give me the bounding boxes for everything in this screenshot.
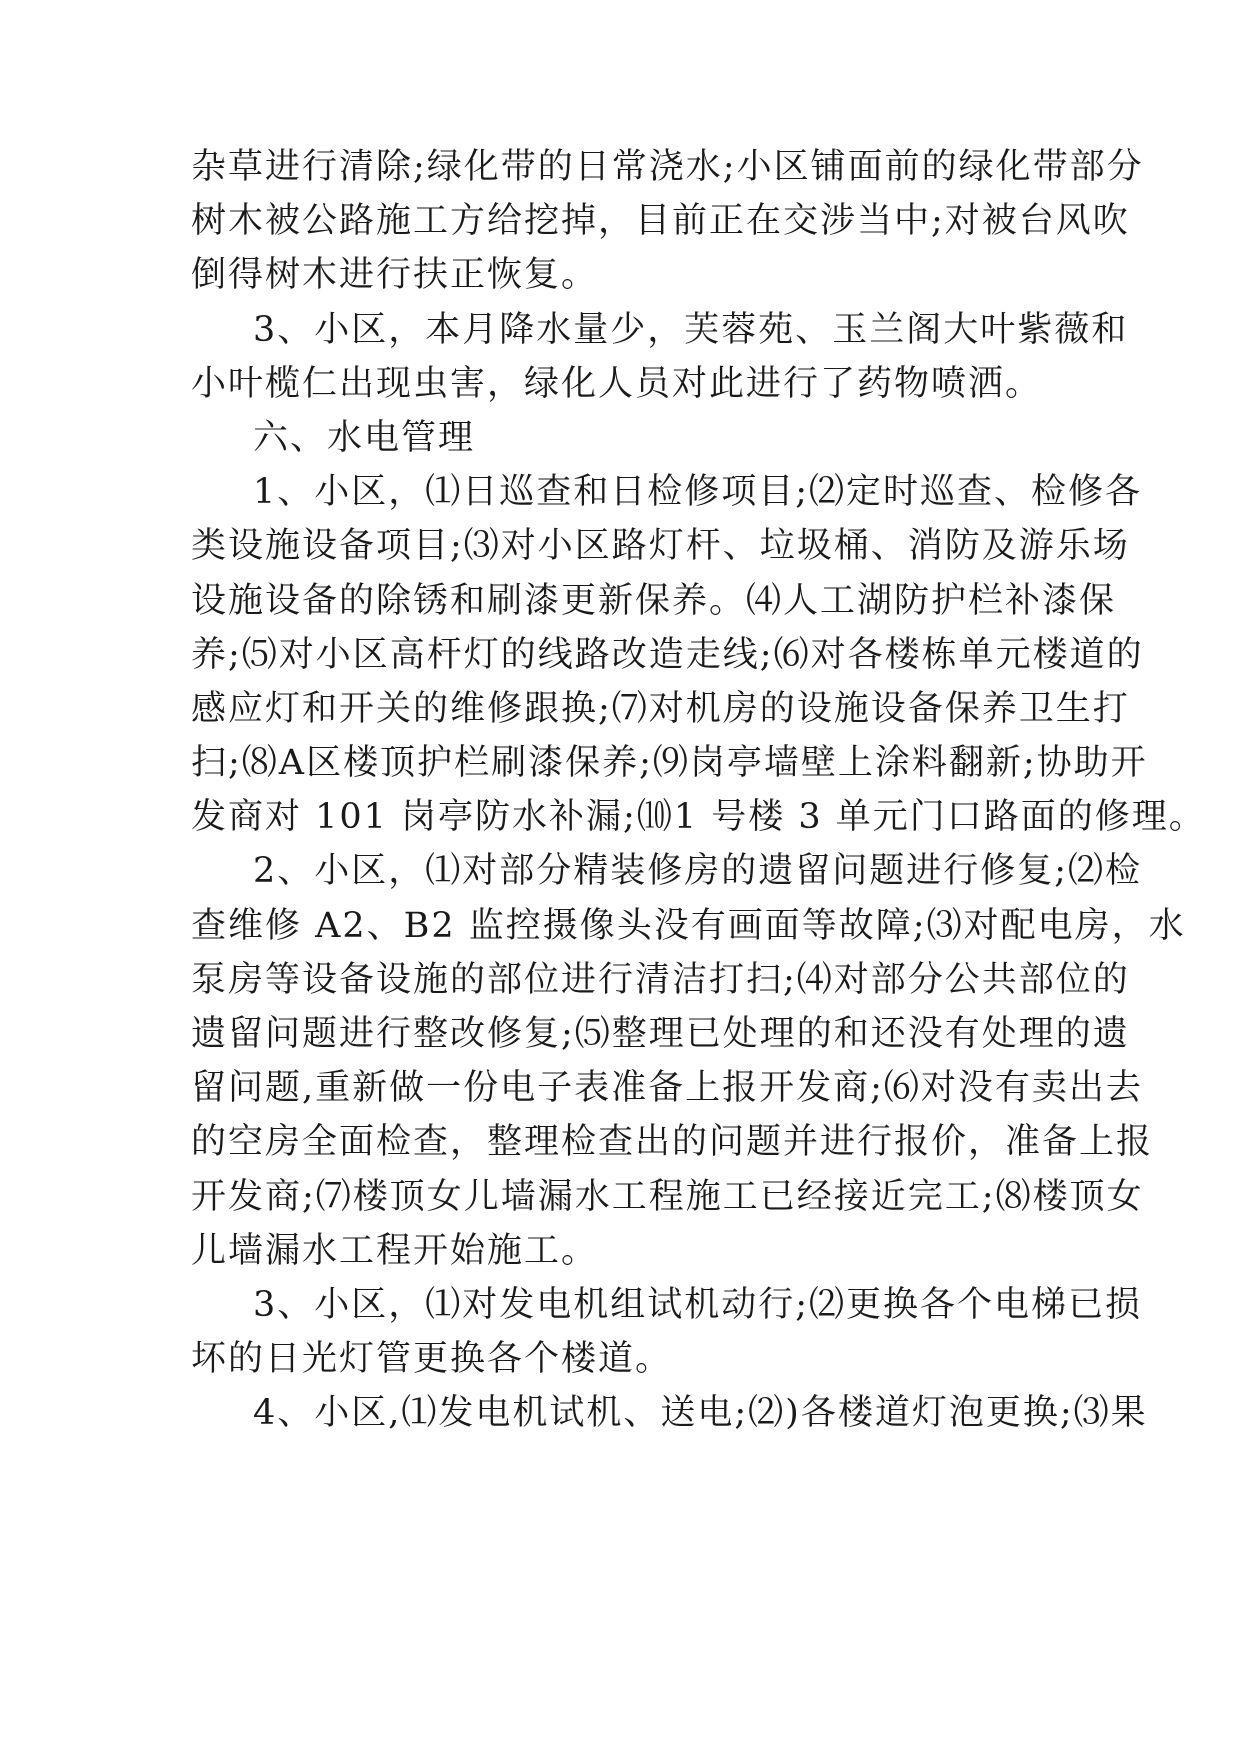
paragraph-line: 泵房等设备设施的部位进行清洁打扫;⑷对部分公共部位的: [191, 959, 1130, 1000]
paragraph-line: 2、小区，⑴对部分精装修房的遗留问题进行修复;⑵检: [253, 851, 1143, 892]
paragraph-line: 3、小区，本月降水量少，芙蓉苑、玉兰阁大叶紫薇和: [253, 309, 1129, 350]
paragraph-line: 养;⑸对小区高杆灯的线路改造走线;⑹对各楼栋单元楼道的: [191, 634, 1144, 675]
paragraph-line: 儿墙漏水工程开始施工。: [191, 1230, 599, 1271]
paragraph-line: 3、小区，⑴对发电机组试机动行;⑵更换各个电梯已损: [253, 1284, 1143, 1325]
paragraph-line: 发商对 101 岗亭防水补漏;⑽1 号楼 3 单元门口路面的修理。: [191, 797, 1206, 838]
paragraph-line: 类设施设备项目;⑶对小区路灯杆、垃圾桶、消防及游乐场: [191, 526, 1130, 567]
paragraph-line: 4、小区,⑴发电机试机、送电;⑵)各楼道灯泡更换;⑶果: [253, 1393, 1148, 1434]
paragraph-line: 的空房全面检查，整理检查出的问题并进行报价，准备上报: [191, 1122, 1154, 1163]
paragraph-line: 扫;⑻A区楼顶护栏刷漆保养;⑼岗亭墙壁上涂料翻新;协助开: [191, 743, 1148, 784]
paragraph-line: 遗留问题进行整改修复;⑸整理已处理的和还没有处理的遗: [191, 1014, 1130, 1054]
paragraph-line: 1、小区，⑴日巡查和日检修项目;⑵定时巡查、检修各: [253, 472, 1143, 513]
paragraph-line: 小叶榄仁出现虫害，绿化人员对此进行了药物喷洒。: [191, 363, 1043, 404]
paragraph-line: 查维修 A2、B2 监控摄像头没有画面等故障;⑶对配电房，水: [191, 905, 1186, 946]
document-page: [191, 140, 1206, 1441]
section-heading: 六、水电管理: [253, 417, 476, 458]
paragraph-line: 感应灯和开关的维修跟换;⑺对机房的设施设备保养卫生打: [191, 688, 1130, 729]
paragraph-line: 设施设备的除锈和刷漆更新保养。⑷人工湖防护栏补漆保: [191, 580, 1117, 621]
paragraph-line: 开发商;⑺楼顶女儿墙漏水工程施工已经接近完工;⑻楼顶女: [191, 1176, 1144, 1217]
paragraph-line: 倒得树木进行扶正恢复。: [191, 255, 599, 296]
paragraph-line: 树木被公路施工方给挖掉，目前正在交涉当中;对被台风吹: [191, 201, 1130, 242]
paragraph-line: 杂草进行清除;绿化带的日常浇水;小区铺面前的绿化带部分: [191, 147, 1144, 187]
paragraph-line: 坏的日光灯管更换各个楼道。: [191, 1339, 673, 1380]
paragraph-line: 留问题,重新做一份电子表准备上报开发商;⑹对没有卖出去: [191, 1068, 1143, 1109]
